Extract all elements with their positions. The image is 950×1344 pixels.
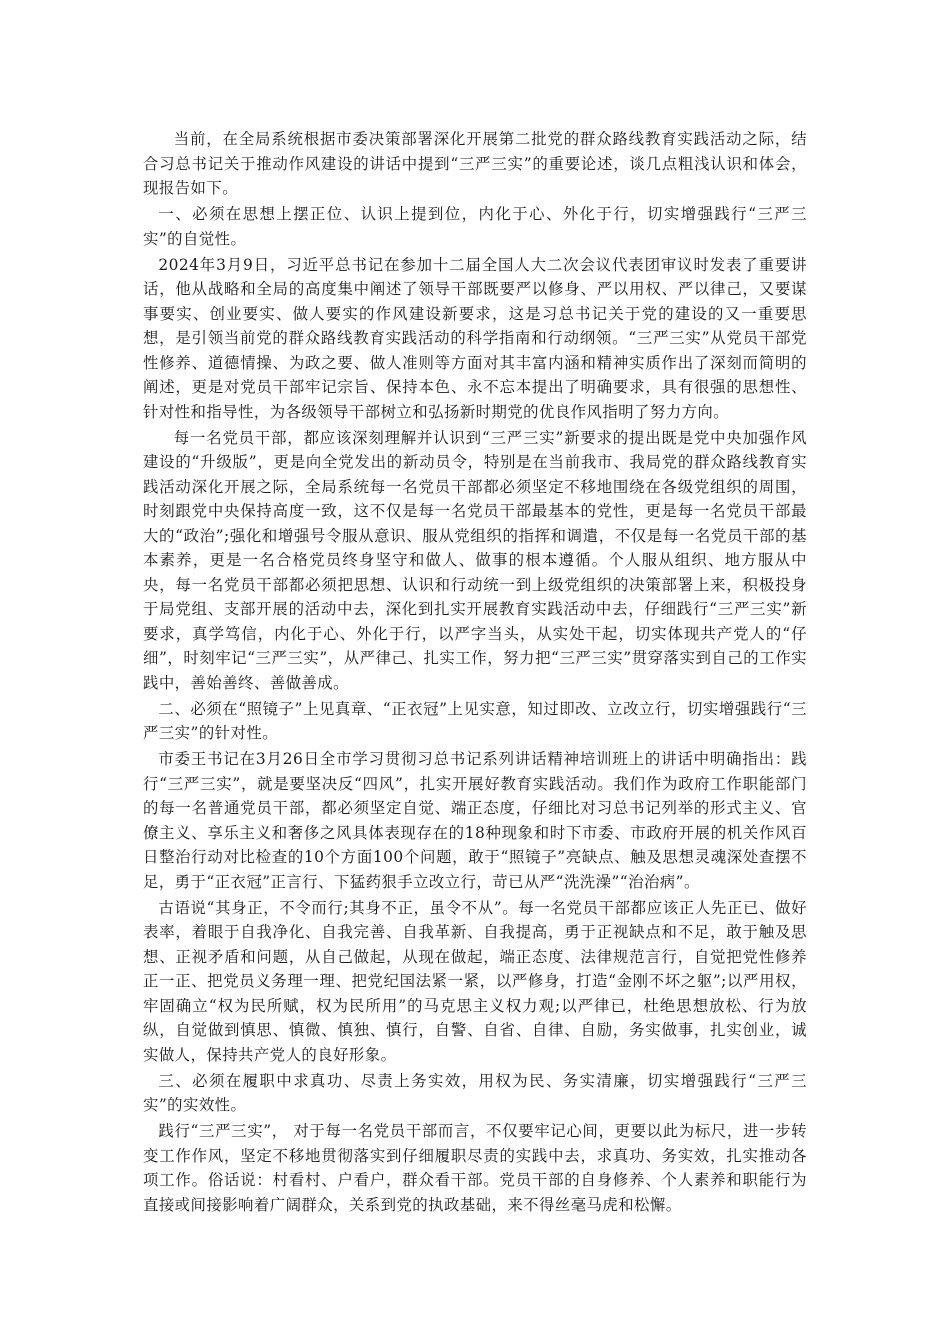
body-paragraph: 践行“三严三实”， 对于每一名党员干部而言，不仅要牢记心间，更要以此为标尺，进一步转变工作作风，坚定不移地贯彻落实到仔细履职尽责的实践中去，求真功、务实效，扎实推动各项工作。俗话说：村看村、户看户，群众看干部。党员干部的自身修养、个人素养和职能行为直接或间接影响着广阔群众，关系到党的执政基础，来不得丝毫马虎和松懈。 — [143, 1122, 807, 1214]
section-heading-1: 一、必须在思想上摆正位、认识上提到位，内化于心、外化于行，切实增强践行“三严三实”的自觉性。 — [143, 205, 807, 248]
body-paragraph: 古语说“其身正，不令而行;其身不正，虽令不从”。每一名党员干部都应该正人先正已、做好表率，着眼于自我净化、自我完善、自我革新、自我提高，勇于正视缺点和不足，敢于触及思想、正视矛盾和问题，从自己做起，从现在做起，端正态度、法律规范言行，自觉把党性修养正一正、把党员义务理一理、把党纪国法紧一紧，以严修身，打造“金刚不坏之躯”;以严用权，牢固确立“权为民所赋，权为民所用”的马克思主义权力观;以严律已，杜绝思想放松、行为放纵，自觉做到慎思、慎微、慎独、慎行，自警、自省、自律、自励，务实做事，扎实创业，诚实做人，保持共产党人的良好形象。 — [143, 898, 807, 1064]
body-paragraph: 每一名党员干部，都应该深刻理解并认识到“三严三实”新要求的提出既是党中央加强作风建设的“升级版”，更是向全党发出的新动员令，特别是在当前我市、我局党的群众路线教育实践活动深化开展之际，全局系统每一名党员干部都必须坚定不移地围绕在各级党组织的周围，时刻跟党中央保持高度一致，这不仅是每一名党员干部最基本的党性，更是每一名党员干部最大的“政治”;强化和增强号令服从意识、服从党组织的指挥和调遣，不仅是每一名党员干部的基本素养，更是一名合格党员终身坚守和做人、做事的根本遵循。个人服从组织、地方服从中央，每一名党员干部都必须把思想、认识和行动统一到上级党组织的决策部署上来，积极投身于局党组、支部开展的活动中去，深化到扎实开展教育实践活动中去，仔细践行“三严三实”新要求，真学笃信，内化于心、外化于行，以严字当头，从实处干起，切实体现共产党人的“仔细”，时刻牢记“三严三实”，从严律己、扎实工作，努力把“三严三实”贯穿落实到自己的工作实践中，善始善终、善做善成。 — [143, 428, 807, 692]
section-heading-2: 二、必须在“照镜子”上见真章、“正衣冠”上见实意，知过即改、立改立行，切实增强践行“三严三实”的针对性。 — [143, 699, 807, 742]
intro-paragraph: 当前，在全局系统根据市委决策部署深化开展第二批党的群众路线教育实践活动之际，结合习总书记关于推动作风建设的讲话中提到“三严三实”的重要论述，谈几点粗浅认识和体会，现报告如下。 — [143, 130, 807, 197]
body-paragraph: 2024年3月9日，习近平总书记在参加十二届全国人大二次会议代表团审议时发表了重要讲话，他从战略和全局的高度集中阐述了领导干部既要严以修身、严以用权、严以律己，又要谋事要实、创业要实、做人要实的作风建设新要求，这是习总书记关于党的建设的又一重要思想，是引领当前党的群众路线教育实践活动的科学指南和行动纲领。“三严三实”从党员干部党性修养、道德情操、为政之要、做人准则等方面对其丰富内涵和精神实质作出了深刻而简明的阐述，更是对党员干部牢记宗旨、保持本色、永不忘本提出了明确要求，具有很强的思想性、针对性和指导性，为各级领导干部树立和弘扬新时期党的优良作风指明了努力方向。 — [143, 255, 807, 421]
document-body — [143, 127, 807, 1219]
section-heading-3: 三、必须在履职中求真功、尽责上务实效，用权为民、务实清廉，切实增强践行“三严三实”的实效性。 — [143, 1071, 807, 1114]
body-paragraph: 市委王书记在3月26日全市学习贯彻习总书记系列讲话精神培训班上的讲话中明确指出：践行“三严三实”，就是要坚决反“四风”，扎实开展好教育实践活动。我们作为政府工作职能部门的每一名普通党员干部，都必须坚定自觉、端正态度，仔细比对习总书记列举的形式主义、官僚主义、享乐主义和奢侈之风具体表现存在的18种现象和时下市委、市政府开展的机关作风百日整治行动对比检查的10个方面100个问题，敢于“照镜子”亮缺点、触及思想灵魂深处查摆不足，勇于“正衣冠”正言行、下猛药狠手立改立行，苛已从严“洗洗澡”“治治病”。 — [143, 750, 807, 891]
